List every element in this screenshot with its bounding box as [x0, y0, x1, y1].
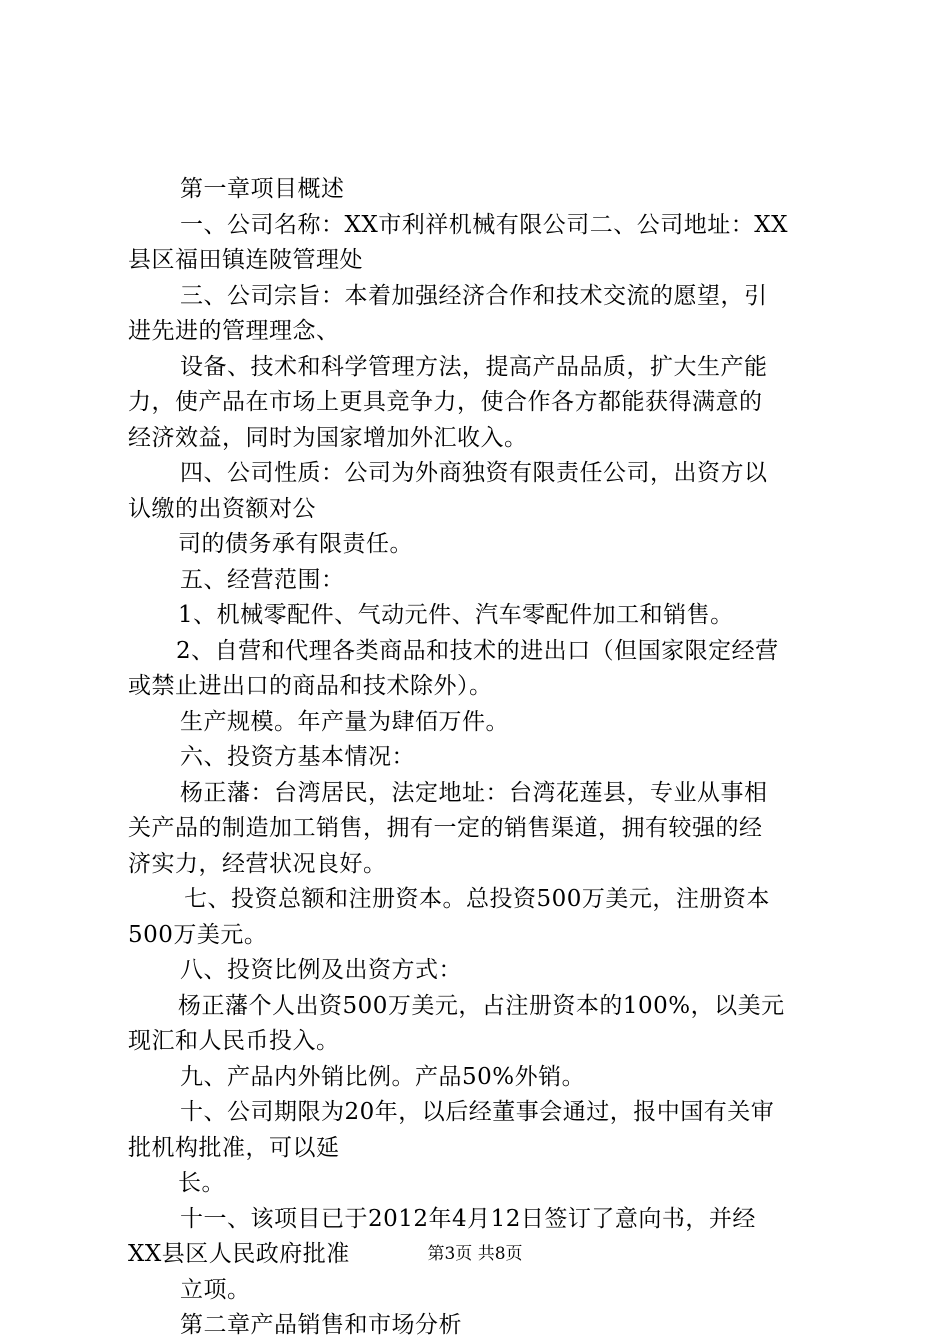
paragraph-line: 设备、技术和科学管理方法，提高产品品质，扩大生产能 — [180, 353, 768, 380]
paragraph-line: 杨正藩个人出资500万美元，占注册资本的100%，以美元 — [178, 992, 785, 1019]
paragraph-line: 批机构批准，可以延 — [128, 1134, 340, 1161]
paragraph-line: 立项。 — [180, 1276, 251, 1303]
paragraph-line: 一、公司名称：XX市利祥机械有限公司二、公司地址：XX — [180, 211, 788, 238]
paragraph-line: 认缴的出资额对公 — [128, 495, 316, 522]
paragraph-line: 十、公司期限为20年，以后经董事会通过，报中国有关审 — [180, 1099, 775, 1125]
paragraph-line: 现汇和人民币投入。 — [128, 1028, 340, 1054]
chapter-heading: 第二章产品销售和市场分析 — [180, 1312, 462, 1338]
document-body — [128, 172, 840, 1344]
paragraph-line: 或禁止进出口的商品和技术除外）。 — [128, 673, 493, 699]
paragraph-line: 四、公司性质：公司为外商独资有限责任公司，出资方以 — [180, 460, 768, 486]
paragraph-line: 济实力，经营状况良好。 — [128, 850, 387, 877]
chapter-heading: 第一章项目概述 — [180, 176, 345, 202]
page-number: 第3页 共8页 — [427, 1244, 523, 1264]
paragraph-line: 七、投资总额和注册资本。总投资500万美元，注册资本 — [184, 886, 770, 912]
paragraph-line: 进先进的管理理念、 — [128, 318, 340, 344]
paragraph-line: 力，使产品在市场上更具竞争力，使合作各方都能获得满意的 — [128, 389, 763, 415]
list-item: 1、机械零配件、气动元件、汽车零配件加工和销售。 — [178, 602, 734, 628]
paragraph-line: 九、产品内外销比例。产品50%外销。 — [180, 1063, 586, 1090]
list-item: 2、自营和代理各类商品和技术的进出口（但国家限定经营 — [176, 637, 779, 664]
paragraph-line: 500万美元。 — [128, 921, 268, 948]
paragraph-line: 经济效益，同时为国家增加外汇收入。 — [128, 424, 528, 451]
paragraph-line: 六、投资方基本情况： — [180, 744, 415, 770]
paragraph-line: 县区福田镇连陂管理处 — [128, 247, 363, 273]
paragraph-line: 关产品的制造加工销售，拥有一定的销售渠道，拥有较强的经 — [128, 815, 763, 841]
paragraph-line: 生产规模。年产量为肆佰万件。 — [180, 708, 509, 735]
paragraph-line: 十一、该项目已于2012年4月12日签订了意向书，并经 — [180, 1205, 756, 1232]
paragraph-line: XX县区人民政府批准 — [128, 1241, 350, 1267]
paragraph-line: 长。 — [178, 1170, 225, 1196]
paragraph-line: 杨正藩：台湾居民，法定地址：台湾花莲县，专业从事相 — [180, 779, 768, 806]
paragraph-line: 三、公司宗旨：本着加强经济合作和技术交流的愿望，引 — [180, 282, 768, 309]
paragraph-line: 司的债务承有限责任。 — [178, 531, 413, 557]
paragraph-line: 五、经营范围： — [180, 566, 345, 593]
paragraph-line: 八、投资比例及出资方式： — [180, 957, 462, 983]
